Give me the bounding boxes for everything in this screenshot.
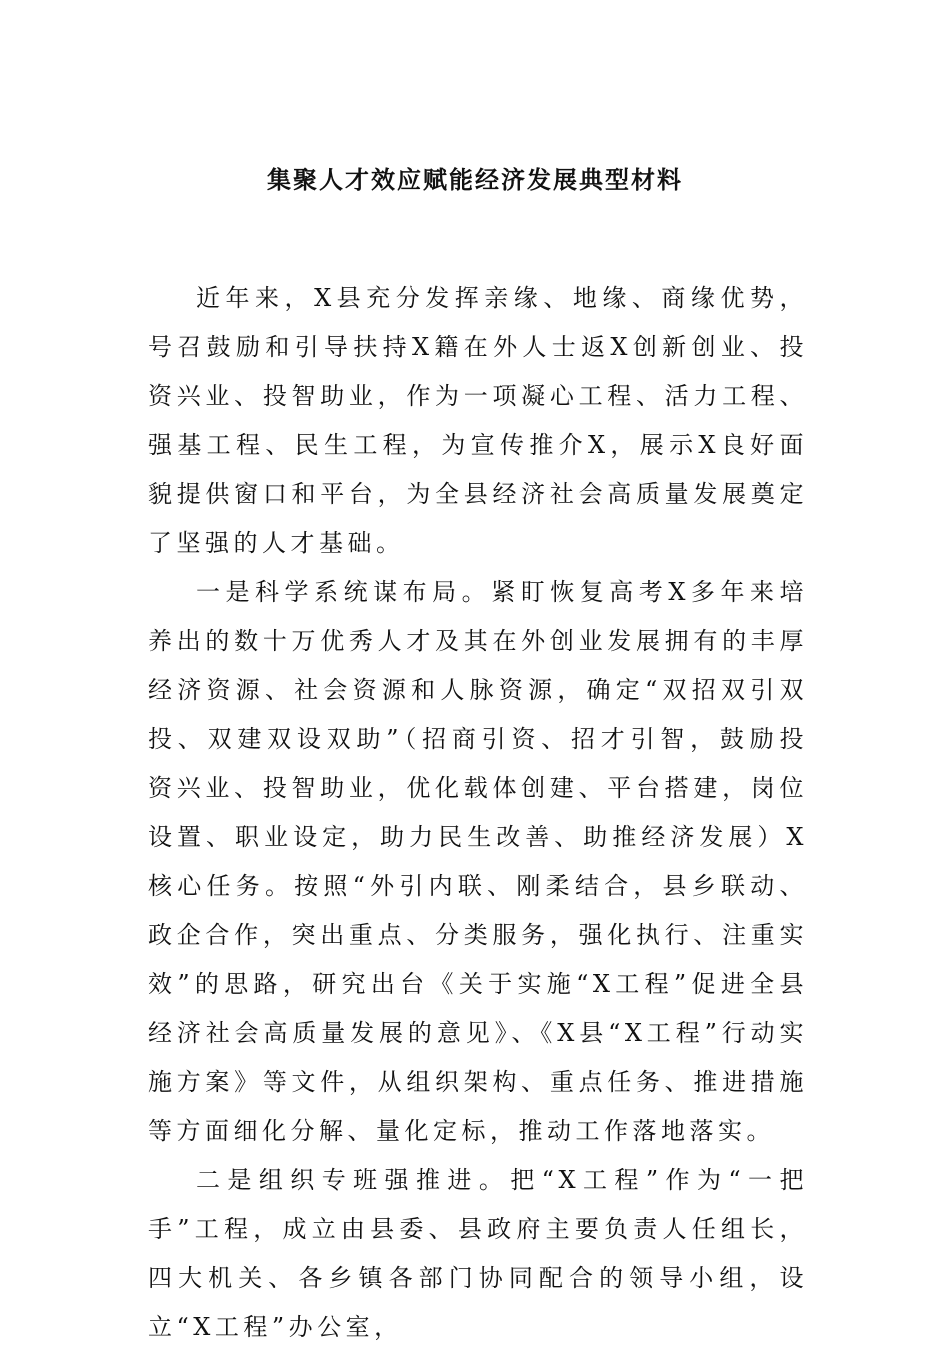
paragraph-point-one: 一是科学系统谋布局。紧盯恢复高考X多年来培养出的数十万优秀人才及其在外创业发展拥有的丰厚经济资源、社会资源和人脉资源，确定“双招双引双投、双建双设双助”（招商引资、招才引智，鼓励投资兴业、投智助业，优化载体创建、平台搭建，岗位设置、职业设定，助力民生改善、助推经济发展）X核心任务。按照“外引内联、刚柔结合，县乡联动、政企合作，突出重点、分类服务，强化执行、注重实效”的思路，研究出台《关于实施“X工程”促进全县经济社会高质量发展的意见》、《X县“X工程”行动实施方案》等文件，从组织架构、重点任务、推进措施等方面细化分解、量化定标，推动工作落地落实。 xyxy=(148,578,808,1145)
document-title: 集聚人才效应赋能经济发展典型材料 xyxy=(267,165,683,194)
document-body xyxy=(148,274,808,1352)
paragraph-point-two: 二是组织专班强推进。把“X工程”作为“一把手”工程，成立由县委、县政府主要负责人任组长，四大机关、各乡镇各部门协同配合的领导小组，设立“X工程”办公室， xyxy=(148,1166,808,1341)
paragraph-intro: 近年来，X县充分发挥亲缘、地缘、商缘优势，号召鼓励和引导扶持X籍在外人士返X创新创业、投资兴业、投智助业，作为一项凝心工程、活力工程、强基工程、民生工程，为宣传推介X，展示X良好面貌提供窗口和平台，为全县经济社会高质量发展奠定了坚强的人才基础。 xyxy=(148,284,808,557)
